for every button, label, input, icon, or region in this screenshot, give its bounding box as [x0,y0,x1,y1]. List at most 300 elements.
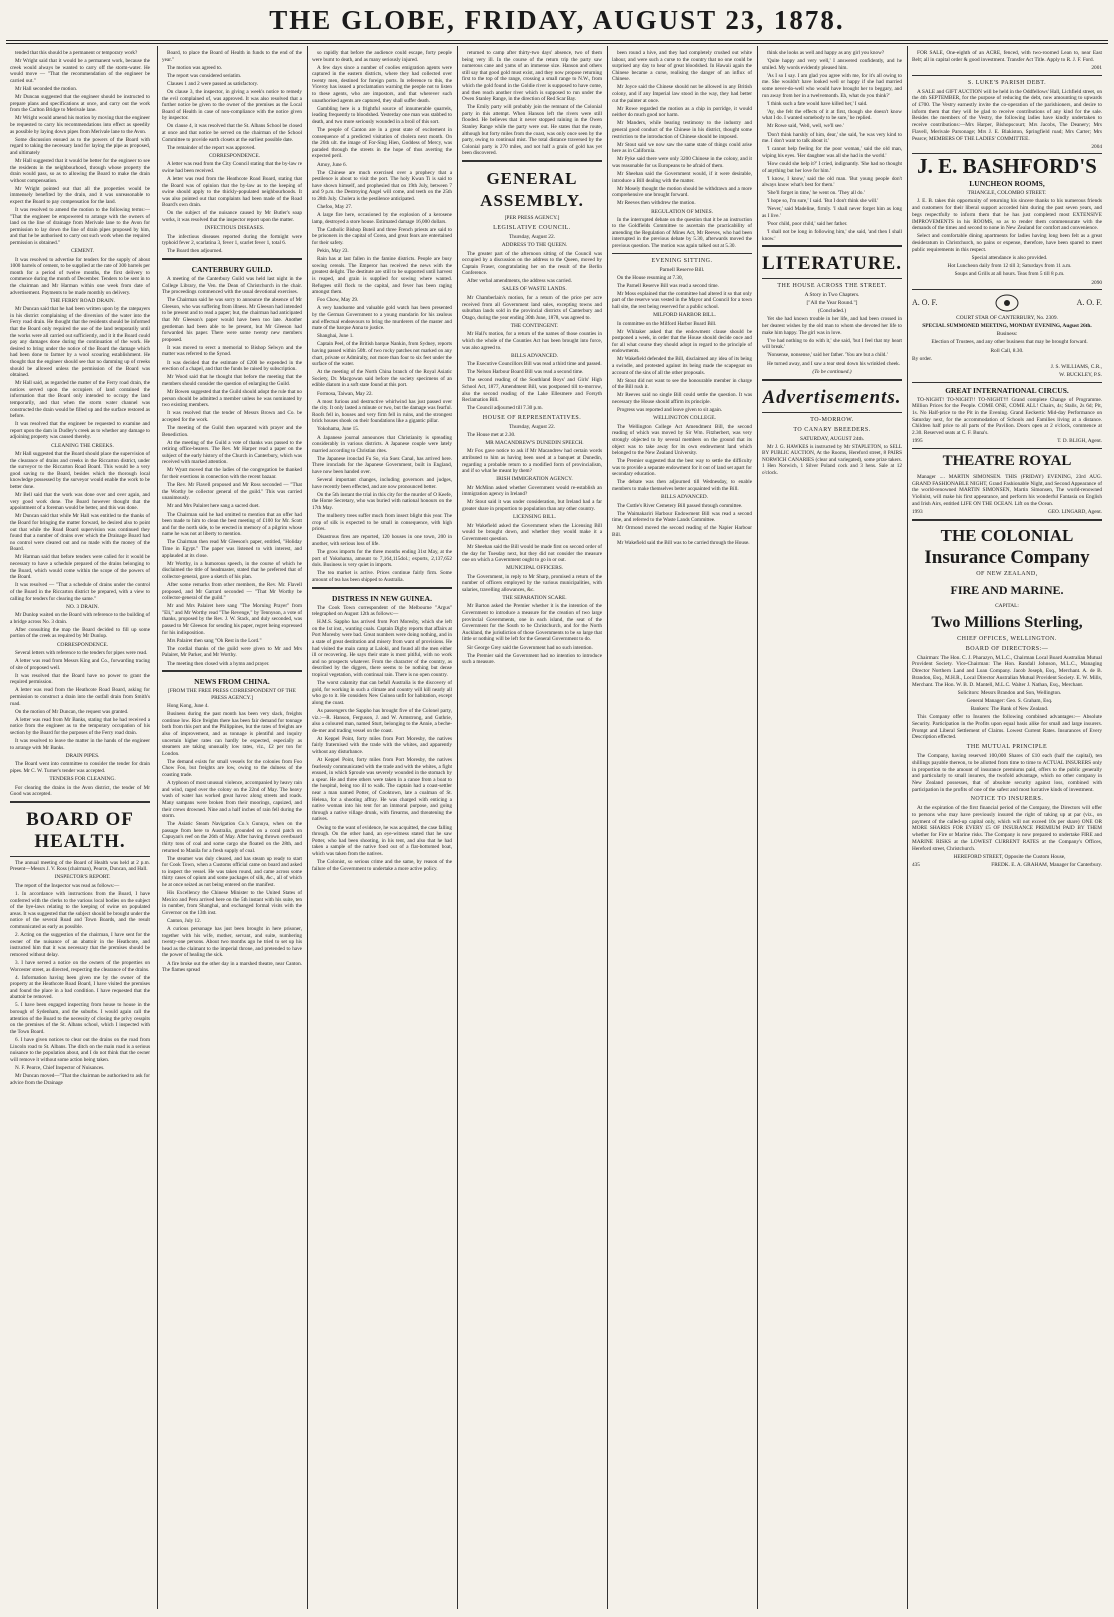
house-date: Thursday, August 22. [508,423,556,430]
article-paragraph: 'Quite happy and very well,' I answered confidently, and he smiled. My words evidently pleased him. [762,58,902,71]
article-paragraph: MILFORD HARBOR BILL. [653,312,716,318]
ad-colonial-text: This Company offer to Insurers the following combined advantages:— Absolute Security. Participation in the Profits upon equal basis alike for small and large insurers. Prompt and Liberal Settlement of Claims. Lowest Current Rates. Insurances of Every Description effected. [912,714,1102,741]
section-divider [162,258,302,262]
section-divider [612,253,752,254]
ad-theatre: Manager .... MARTIN SIMONSEN. THIS (FRIDAY) EVENING, 23rd AUG. GRAND FASHIONABLE NIGHT, Grand Fashionable Night, and Second Appearance of the world-renowned MARTIN SIMONSEN, Martin Simonsen, The world-renowned Violinist, will make his first appearance, and perform his wonderful Fantasia on English and Irish Airs, entitled LIFE ON THE OCEAN. Lift on the Ocean. [912,474,1102,507]
article-paragraph: Mr Wright said that it would be a permanent work, because the creek would always be wanted to carry off the storm-water. He would move — "That the recommendation of the engineer be carried out." [10,58,150,84]
ad-notice: At the expiration of the first financial period of the Company, the Directors will offer to persons who may have previously insured the right of taking up at par (viz., on payment of the called-up capital only, which will not exceed 10s per share) ONE OR MORE SHARES FOR EVERY £5 OF INSURANCE PREMIUM PAID BY THEM whether for Fire or Marine risks. The Company is now prepared to undertake FIRE and MARINE RISKS at the LOWEST CURRENT RATES at the Company's Offices, Hereford street, Christchurch. [912,805,1102,852]
article-paragraph: BILLS ADVANCED. [511,352,558,359]
article-paragraph: Mr Rowe regarded the motion as a chip in porridge, it would neither do much good nor harm. [612,105,752,119]
article-paragraph: Sir George Grey said the Government had no such intention. [467,644,593,651]
ad-court: COURT STAR OF CANTERBURY, No. 2309. [956,315,1058,322]
article-paragraph: Mr Worthy, in a humorous speech, in the course of which he disclaimed the title of headmaster, stated that he preferred that of collector-general, gave a sketch of his plan. [162,560,302,580]
ad-saturday: SATURDAY, AUGUST 24th. [799,435,864,442]
article-paragraph: Mr Wyatt moved that the ladies of the congregation be thanked for their exertions in connection with the recent bazaar. [162,467,302,481]
article-paragraph: INSPECTOR'S REPORT. [54,874,111,881]
masthead: THE GLOBE, FRIDAY, AUGUST 23, 1878. [269,5,845,35]
ad-tomorrow: TO-MORROW. [810,416,854,423]
article-paragraph: The Board then adjourned. [167,248,223,255]
ad-roll-call: Roll Call, 8.30. [990,347,1024,354]
article-paragraph: THE FERRY ROAD DRAIN. [49,297,116,304]
ad-bligh: T. D. BLIGH, Agent. [1057,438,1102,445]
story-title: THE HOUSE ACROSS THE STREET. [777,283,887,290]
article-paragraph: He turned away, and I saw a tear steal down his wrinkled cheek. [767,360,901,367]
article-paragraph: The greater part of the afternoon sitting of the Council was occupied by a discussion on the address to the Queen, moved by Captain Fraser, congratulating her on the result of the Berlin Conference. [462,250,602,277]
literature-heading: LITERATURE. [762,253,902,275]
article-paragraph: Mr Reeves then withdrew the motion. [617,200,696,207]
article-paragraph: After verbal amendments, the address was carried. [467,278,572,285]
article-paragraph: The cordial thanks of the guild were given to Mr and Mrs Palairet, Mr Parker, and Mr Worthy. [162,645,302,659]
column-5 [612,50,752,1605]
article-paragraph: On the 5th instant the trial in this city for the murder of O Keefe, the Home Secretary, who was buried with national honours on the 17th May. [312,491,452,511]
col5-body [612,50,752,207]
article-paragraph: At Keppel Point, forty miles from Port Moresby, the natives fairly fraternised with the trade with the whites, and apparently without any disturbance. [312,735,452,755]
section-divider [162,670,302,674]
article-paragraph: It was resolved that the engineer be requested to examine and report upon the dam in Dudley's creek as to whether any damage to adjoining property was caused thereby. [10,421,150,441]
ad-colonial-footer [912,862,1102,869]
story-source: ["All the Year Round."] [806,300,858,307]
ad-election: Election of Trustees, and any other business that may be brought forward. [931,339,1088,346]
column-divider [757,46,758,1609]
article-paragraph: 'Ay, she felt the effects of it at first, though she doesn't know what I do. I wanted somebody to be sure,' he replied. [762,108,902,122]
article-paragraph: The Chinese are much exercised over a prophecy that a pestilence is about to visit the port. The holy Kwan Ti is said to have shown himself, and prophesied that on 19th July, between 7 and 9 p.m. the Destroying Angel will come, and teeth on the 25th to 28th July. Cholera is the pestilence anticipated. [312,169,452,202]
article-paragraph: 'Don't think harshly of him, dear,' she said, 'he was very kind to me. I don't want to talk about it.' [762,131,902,145]
article-paragraph: On clause 3, the inspector, in giving a week's notice to remedy the evil complained of, was approved. It was also resolved that a further notice be given to the owner of the premises as the Local Board of Health in case of non-compliance with the notice given by inspector. [162,88,302,122]
article-paragraph: Mr Sheehan said the Government would, if it were desirable, introduce a Bill dealing with the matter. [612,171,752,184]
article-paragraph: The Parnell Reserve Bill was read a second time. [617,282,719,289]
article-paragraph: After consulting the map the Board decided to fill up some portion of the creek as required by Mr Dunlop. [10,626,150,640]
ad-circus-head: GREAT INTERNATIONAL CIRCUS. [945,385,1069,395]
legislative-council-body [462,242,602,412]
article-paragraph: Mr Duncan suggested that the engineer should be instructed to prepare plans and specifications at once, and carry out the work from the Carlton Bridge to Merivale lane. [10,94,150,114]
press-agency-note: [PER PRESS AGENCY.] [504,215,560,221]
ad-parish-debt: A SALE and GIFT AUCTION will be held in the Oddfellows' Hall, Lichfield street, on the 4th SEPTEMBER, for the purpose of reducing the debt, now amounting to upwards of £700. The Vestry earnestly invite the co-operation of the parishioners, and desire to inform them that they will be glad to receive contributions of any kind for the sale. Besides the members of the Vestry, the following ladies have kindly undertaken to receive contributions:—Mrs Harper, Bishopscourt; Mrs Jacobs, The Deanery; Mrs Flavell, Merivale Parsonage; Mrs J. E. Blakiston, Springfield road; Mrs Carter; Mrs Pearce; MEMBERS OF THE LADIES' COMMITTEE. [912,88,1102,142]
article-paragraph: Mr Wakefield asked the Government when the Licensing Bill would be brought down, and whether they would make it a Government question. [462,522,602,542]
article-paragraph: On the motion of Mr Duncan, the request was granted. [15,708,129,715]
article-paragraph: Business during the past month has been very slack, freights continue low. Rice freights there has been fair demand for tonnage both from this port and the Philippines, but the rates of freights are also of improvement, and as tonnage is plentiful and inquiry uncertain higher rates can hardly be expected, especially as steamers are taking unusually low rates, viz., £2 per ton for London. [162,711,302,757]
ad-colonial-amount: Two Millions Sterling, [931,613,1083,631]
article-paragraph: Mr Hall suggested that it would be better for the engineer to see the residents in the neighbourhood, through whose property the drain would pass, so as to allowing the Board to make the drain without compensation. [10,157,150,184]
article-paragraph: Mr Stout did not want to see the honourable member in charge of the Bill rush it. [612,377,752,391]
article-paragraph: It was resolved to amend the motion to the following terms:— "That the engineer be empowered to arrange with the owners of land on the line of drainage from Merivale lane to the Avon for permission to lay down the line of drain pipes proposed by him, and that he be authorised to carry out such work when the required permission is obtained." [10,207,150,247]
article-paragraph: 1. In accordance with instructions from the Board, I have conferred with the clerks to the various local bodies on the subject of the bye-laws relating to the keeping of swine on populated areas. It was suggested that the subject should be brought under the notice of the several Road and Town Boards, and the result communicated as early as possible. [10,890,150,930]
house-body [462,432,602,666]
ad-number: 2004 [1091,143,1102,150]
article-paragraph: Mr Bell said that the work was done over and over again, and very good work done. The Board however thought that the appointment of a foreman would be better, and this was done. [10,492,150,512]
ad-number: 435 [912,862,920,868]
section-divider [762,245,902,249]
article-paragraph: The remainder of the report was approved. [167,144,256,151]
article-paragraph: A very handsome and valuable gold watch has been presented by the German Government to a young mandarin for his zealous and effectual endeavours to bring the murderers of the master and mate of the barque Anna to justice. [312,305,452,332]
ad-colonial-sub: OF NEW ZEALAND, [976,570,1038,577]
news-from-china-source: [FROM THE FREE PRESS CORRESPONDENT OF THE PRESS AGENCY.] [168,688,296,702]
article-paragraph: 'I think such a fate would have killed her,' I said. [767,100,868,107]
section-divider [912,382,1102,383]
article-paragraph: After some remarks from other members, the Rev. Mr. Flavell proposed, and Mr Garrard seconded — "That Mr Worthy be collector-general of the guild." [162,581,302,602]
article-paragraph: The worst calamity that can befall Australia is the discovery of gold, for working in such a climate and country will kill nearly all who go to it. He considers New Guinea unfit for habitation, except along the coast. [312,680,452,706]
column-7 [912,50,1102,1605]
article-paragraph: A typhoon of most unusual violence, accompanied by heavy rain and wind, raged over the colony on the 22nd of May. The heavy wash of water has worked great havoc along streets and roads. Many sampans were broken from their moorings, capsized, and their crews drowned. Nine and a half inches of rain fell during the storm. [162,780,302,820]
article-paragraph: 'Nonsense, nonsense,' said her father. 'You are but a child.' [767,352,888,359]
evening-sitting-body [612,275,752,547]
column-3 [312,50,452,1605]
article-paragraph: Mr McMinn asked whether Government would re-establish an immigration agency in Ireland? [462,484,602,498]
ad-colonial-office: CHIEF OFFICES, WELLINGTON. [957,635,1057,642]
ad-notice-title: NOTICE TO INSURERS. [970,796,1044,803]
council-date: Thursday, August 22. [508,234,556,240]
article-paragraph: A most furious and destructive whirlwind has just passed over the city. It only lasted a minute or two, but the damage was fearful. Roofs fell in, houses and very firm fell in ruins, and the strongest brick houses shook on their foundations like a gigantic pillar. [312,398,452,425]
article-paragraph: 'Never,' said Madeline, firmly. 'I shall never forget him as long as I live.' [762,206,902,220]
column-divider [457,46,458,1609]
news-from-china-body [162,703,302,974]
article-paragraph: The annual meeting of the Board of Health was held at 2 p.m. Present—Messrs J. V. Ross (chairman), Pearce, Duncan, and Hall. [10,859,150,873]
article-paragraph: A letter was read from Messrs King and Co., forwarding tracing of site of proposed well. [10,658,150,671]
ad-canary-breeders: TO CANARY BREEDERS. [793,426,871,433]
ad-bashford-body: J. E. B. takes this opportunity of returning his sincere thanks to his numerous friends and customers for their liberal support accorded him during the past seven years, and begs respectfully to inform them that he has just completed most EXTENSIVE IMPROVEMENTS in his ROOMS, so as to render them commensurate with the demands of the times and second to none in New Zealand for comfort and convenience. [912,198,1102,232]
canterbury-guild-heading: CANTERBURY GUILD. [191,264,273,274]
article-paragraph: 'I've had nothing to do with it,' she said, 'but I feel that my heart will break.' [762,337,902,351]
article-paragraph: The debate was then adjourned till Wednesday, to enable members to make themselves better acquainted with the Bill. [612,479,752,493]
article-paragraph: Mr Rowe said, 'Well, well, we'll see.' [767,123,844,130]
article-paragraph: The Cook Town correspondent of the Melbourne "Argus" telegraphed on August 12th as follows:— [312,604,452,618]
article-paragraph: Mr Wood said that he thought that before the meeting that the members should consider the question of enlarging the Guild. [162,374,302,387]
article-paragraph: Pekin, May 23. [317,248,349,255]
article-paragraph: Yet she had known trouble in her life, and had been crossed in her dearest wishes by the old man to whom she devoted her life to make him happy. The girl was in love. [762,316,902,336]
house-heading: HOUSE OF REPRESENTATIVES. [482,414,582,421]
article-paragraph: A curious personage has just been brought in here prisoner, together with his wife, mother, servant, and suite, numbering twenty-one persons. About two months ago he tried to set up his head as the claimant to the imperial throne, and pretended to have the power of healing the sick. [162,926,302,959]
canterbury-guild-body [162,276,302,667]
article-paragraph: returned to camp after thirty-two days' absence, two of them being very ill. In the course of the return trip the party saw numerous cane and yams of an immense size. Hanson and others still say that good gold must exist, and they now propose returning first to the top of the range, crossing a small range to N.W., from which the gold found in the Goldie river is supposed to have come, and then reach another river which is supposed to run under the Owen Stanley Range, in the direction of Red Scar Bay. [462,50,602,103]
article-paragraph: Mr Dunlop waited on the Board with reference to the building of a bridge across No. 3 drain. [10,612,150,625]
article-paragraph: 'I hope so, I'm sure,' I said. 'But I don't think she will.' [767,198,879,205]
article-paragraph: Mr Sheehan said the Bill would be made first on second order of the day for Tuesday next, but they did not consider the measure one on which a Government ought to go in or out. [462,543,602,564]
article-paragraph: 'I know, I know,' said the old man. 'But young people don't always know what's best for them.' [762,175,902,189]
article-paragraph: A few days since a number of coolies emigration agents were captured in the eastern districts, where they had collected over twenty men, destined for foreign ports. In reference to this, the Viceroy has issued a proclamation warning the people not to listen to these agents, who are impostors, and that wherever such unauthorised agents are captured, they shall suffer death. [312,64,452,104]
article-paragraph: It was decided that the estimate of £200 be expended in the erection of a chapel, and that the funds be raised by subscription. [162,359,302,373]
ad-bashford-body: Select and comfortable dining apartments for ladies having long been felt as a great desideratum in Christchurch, no pains or expense, therefore, have been spared to meet public requirements in this respect. [912,233,1102,253]
article-paragraph: Chefoo, May 27. [317,204,353,211]
article-paragraph: A letter was read from the City Council stating that the by-law re swine had been received. [162,161,302,174]
article-paragraph: The Premier suggested that the best way to settle the difficulty was to provide a separate endowment for it out of land set apart for secondary education. [612,458,752,478]
article-paragraph: Mr Moss explained that the committee had altered it so that only part of the reserve was vested in the Mayor and Council for a town hall site, the rest being reserved for a public school. [612,290,752,310]
story-part: (Concluded.) [817,308,847,315]
article-paragraph: The Japanese ironclad Fu So, via Suez Canal, has arrived here. Three ironclads for the Japanese Government, built in England, have now been handed over. [312,455,452,476]
article-paragraph: The Government, in reply to Mr Sharp, promised a return of the number of officers employed by the various municipalities, with salaries, travelling allowances, &c. [462,573,602,593]
article-paragraph: The demand exists for small vessels for the colonies from Foo Chow Foo, but freights are low, owing to the dulness of the coasting trade. [162,758,302,779]
article-paragraph: The Rev. Mr Flavell proposed and Mr Ross seconded — "That the Worthy be collector general of the guild." This was carried unanimously. [162,482,302,502]
article-paragraph: NO. 3 DRAIN. [66,603,99,610]
article-paragraph: A letter was read from Mr Banks, stating that he had received a notice from the engineer as to the temporary occupation of his section by the Board for the purposes of the Ferry road drain. [10,716,150,737]
article-paragraph: Mr Chamberlain's motion, for a return of the price per acre received from all Government land sales, excepting towns and suburban lands sold in the provincial districts of Canterbury and Otago, during the year ending 30th June, 1878, was agreed to. [462,294,602,321]
article-paragraph: 6. I have given notices to clear out the drains on the road from Lincoln road to St. Albans. The ditch on the main road is a serious nuisance to the population about, and I do not think that the owner will remove it without some action being taken. [10,1036,150,1063]
article-paragraph: H.M.S. Sappho has arrived from Port Moresby, which she left on the 1st inst., wanting coals. Captain Digby reports that affairs at Port Moresby were bad. Great numbers were doing nothing, and in a state of great destitution and misery from want of provisions. He had visited the main camp at Laloki, and found all the men either ill or recovering. He says their state is most pitiful, with no work and no prospects whatever. From the character of the country, as described by the diggers, there seems to be nothing but dense tropical vegetation, with continual rain. There is no open country. [312,619,452,678]
article-paragraph: Mr and Mrs Palairet here sang a sacred duet. [167,503,260,510]
article-paragraph: Mr Hall's motion, for a return of the names of those counties in which the whole of the Counties Act has been brought into force, was also agreed to. [462,331,602,351]
ad-aof-label: A. O. F. [1076,298,1102,308]
article-paragraph: The Nelson Harbour Board Bill was read a second time. [467,369,584,376]
section-divider [10,856,150,857]
article-paragraph: Mr Bowen suggested that the Guild should adopt the rule that no person should be admitted a member unless he was nominated by two existing members. [162,388,302,409]
ad-colonial-head: THE COLONIAL [940,525,1074,545]
article-paragraph: think she looks as well and happy as any girl you know? [767,50,885,56]
ad-williams: J. S. WILLIAMS, C.R., [1050,363,1102,370]
ad-aof-header [912,293,1102,313]
article-paragraph: Canton, July 12. [167,918,202,924]
ad-colonial-bankers: Bankers: The Bank of New Zealand. [970,706,1049,713]
article-paragraph: Captain Peel, of the British barque Nankin, from Sydney, reports having passed within 50ft. of two rocky patches not marked on any chart, private or Admiralty, not more than four to six feet under the surface of the water. [312,341,452,368]
ad-by-order: By order. [912,355,933,362]
article-paragraph: The steamer was duly cleared, and has steam up ready to start for Cook Town, when a Customs official came on board and asked to inspect the vessel. He was taken round, and came across some thirty cases of opium and some packages of silk, &c., all of which he at once seized as not being entered on the manifest. [162,855,302,889]
ad-number: 1993 [912,509,923,516]
ad-bashford-body: Hot Luncheon daily from 12 till 3; Saturdays from 11 a.m. [947,263,1072,270]
article-paragraph: Mr Harman said that before tenders were called for it would be necessary to have a schedule prepared of the drains belonging to the Board, which would come within the scope of the powers of the Board. [10,554,150,581]
article-paragraph: The Chairman said he had omitted to mention that an offer had been made to him to clean the best meeting of £100 for Mr. Scott and for the north side, to be erected in memory of a pilgrim whose name he was not at liberty to mention. [162,511,302,538]
article-paragraph: The meeting of the Guild then separated with prayer and the Benediction. [162,424,302,438]
ad-aof-label: A. O. F. [912,298,938,308]
article-paragraph: The report of the Inspector was read as follows:— [15,882,120,889]
section-divider [912,448,1102,449]
ad-colonial-head2: Insurance Company [924,546,1090,568]
ad-offices: HEREFORD STREET, Opposite the Custom House, [953,853,1066,860]
ad-colonial-solicitors: Solicitors: Messrs Brandon and Son, Wellington. [957,689,1062,696]
article-paragraph: A fire broke out the other day in a marshed theatre, near Canton. The flames spread [162,960,302,974]
article-paragraph: It was resolved that the tender of Messrs Brown and Co. be accepted for the work. [162,410,302,423]
masthead-rule [6,40,1108,41]
column-6 [762,50,902,1605]
article-paragraph: 3. I have served a notice on the owners of the properties on Worcester street, as directed, respecting the clearance of the drains. [10,959,150,973]
article-paragraph: The Catholic Bishop Buteil and three French priests are said to be prisoners in the capital of Corea, and great fears are entertained for their safety. [312,226,452,247]
crest-icon [994,293,1020,313]
article-paragraph: It was resolved to advertise for tenders for the supply of about 1000 barrels of cement, to be supplied at the rate of 300 barrels per month for a period of twelve months, the first delivery to commence during the month of December. Tenders to be sent in to the chairman and Mr Harman within one week from date of advertisement. Payments to be made monthly on delivery. [10,256,150,296]
new-guinea-body [312,605,452,873]
column-2 [162,50,302,1605]
article-paragraph: Shanghai, June 1. [317,333,354,340]
article-paragraph: CLEANING THE CREEKS. [51,442,114,449]
board-of-health-body [10,860,150,1086]
section-divider [912,75,1102,76]
to-be-continued: (To be continued.) [812,368,852,375]
article-paragraph: The Premier said the Government had no intention to introduce such a measure. [462,652,602,666]
ad-graham: FREDK. E. A. GRAHAM, Manager for Canterbury. [991,862,1102,868]
col3-body [312,50,452,584]
article-paragraph: CORRESPONDENCE. [208,152,261,159]
article-paragraph: Some discussion ensued as to the powers of the Board with regard to taking the necessary land for laying the pipe as proposed, and ultimately [10,136,150,156]
section-divider [912,519,1102,523]
article-paragraph: Mr Fox gave notice to ask if Mr Macandrew had certain words attributed to him as having been used at a banquet at Dunedin, regarding a probable return to a modified form of provincialism, and if so what he meant by them? [462,448,602,475]
article-paragraph: SALES OF WASTE LANDS. [502,286,567,293]
article-paragraph: Mr Duncan said that he had been written upon by the ratepayers in his district complaining of the diversion of the water into the Ferry road drain. He thought that the residents should be informed that the Board only required the use of the land temporarily until the works were all carried out sufficiently, and it it the Board could pay any damages done during the continuation of the work. He desired to bring under the notice of the Board the damage which had been done to farmer by a wool scouring establishment. He thought that the engineer should see that no damming up of creeks should be allowed unless the permission of the Board was obtained. [10,306,150,379]
article-paragraph: The infectious diseases reported during the fortnight were typhoid fever 2, scarlatina 3, fever 1, scarlet fever 1, total 6. [162,233,302,247]
article-paragraph: THE SEPARATION SCARE. [502,594,567,601]
article-paragraph: Mr Pyke said there were only 3200 Chinese in the colony, and it was reasonable for us Europeans to be afraid of them. [612,156,752,169]
article-paragraph: It was resolved to leave the matter in the hands of the engineer to arrange with Mr Banks. [10,738,150,751]
article-paragraph: Mr Stout said it was under consideration, but Ireland had a far greater share in proportion to population than any other country. [462,499,602,513]
story-body [762,316,902,367]
article-paragraph: CEMENT. [70,248,95,255]
ad-theatre-footer [912,509,1102,516]
article-paragraph: Mr Wakefield defended the Bill, disclaimed any idea of its being a swindle, and protested against its being made the scapegoat on account of the sins of all the other proposals. [612,356,752,376]
ad-mutual-title: THE MUTUAL PRINCIPLE [966,744,1048,751]
column-4 [462,50,602,1605]
ad-number: 1995 [912,438,923,445]
article-paragraph: The Colonist, so serious crime and the same, by reason of the failure of the Government to undertake a more active policy. [312,859,452,872]
article-paragraph: Mr Joyce said the Chinese should not be allowed in any British colony, and if any Imperial law stood in the way, they had better cut the painter at once. [612,84,752,104]
ad-theatre-head: THEATRE ROYAL [942,453,1072,469]
article-paragraph: The report was considered seriatim. [167,72,242,79]
article-paragraph: On the subject of the nuisance caused by Mr Butler's soap works, it was resolved that the inspector report upon the matter. [162,210,302,224]
article-paragraph: The motion was agreed to. [167,64,223,71]
article-paragraph: Mr Stout said we now saw the same state of things could arise here as in California. [612,141,752,155]
ad-mutual: The Company, having reserved 100,000 Shares of £10 each (half the capital), ten shillings payable thereon, to be allotted from time to time to ACTUAL INSURERS only in proportion to the amount of insurance premiums paid, offers to the public generally and particularly to small insurers, the twofold advantage, which no other company in New Zealand possesses, that of absolute security against loss, combined with participation in the profits of one of the safest and most lucrative kinds of investment. [912,753,1102,793]
article-paragraph: The Asiatic Steam Navigation Co.'s Gunuya, when on the passage from here to Australia, grounded on a coral patch on Capuyan's reef on the 26th of May. After having thrown overboard thirty tons of coal and some cargo she floated on the 28th, and returned to Manila for a fresh supply of coal. [162,821,302,854]
article-paragraph: The Wellington College Act Amendment Bill, the second reading of which was moved by Sir Wm. Fitzherbert, was very strongly objected to by several members on the ground that its object was to take away for its own endowment land which belonged to the New Zealand University. [612,423,752,457]
article-paragraph: Mr Wright pointed out that all the properties would be immensely benefited by the drain, and it was unreasonable to expect the Board to pay compensation for the land. [10,185,150,205]
article-paragraph: A letter was read from the Heathcote Road Board, stating that the Board was of opinion that the by-law as to the keeping of swine should apply to the thickly-populated neighbourhoods. It was also pointed out that complaints had been made of the Road Board's own drain. [162,176,302,209]
article-paragraph: Mr and Mrs Palairet here sang "The Morning Prayer" from "Eli," and Mr Worthy read "The Revenge," by Tennyson, a vote of thanks, proposed by the Rev. J. W. Stack, and duly seconded, was passed to Mr Gleeson for sending his paper, regret being expressed for his indisposition. [162,603,302,636]
article-paragraph: DRAIN PIPES. [65,752,100,759]
article-paragraph: tended that this should be a permanent or temporary work? [15,50,138,56]
article-paragraph: It was moved to erect a memorial to Bishop Selwyn and the matter was referred to the Synod. [162,344,302,358]
article-paragraph: On the House resuming at 7.30, [617,274,683,281]
column-divider [307,46,308,1609]
article-paragraph: The Chairman said he was sorry to announce the absence of Mr Gleeson, who was suffering from illness. Mr Gleeson had intended to be present and to read a paper; but, the chairman had anticipated that Mr Gleeson's paper would have been too late. Another gentleman had been able to be present, but Mr Gleeson had forwarded his paper. There were some twenty new members proposed. [162,297,302,343]
col2-body [162,50,302,255]
article-paragraph: been round a hive, and they had completely crushed out white labour, and were such a curse to the country that no one could be surprised any day to hear of great bloodshed. In Hawaii again the Chinese became a curse, realising the danger of an influx of Chinese. [612,50,752,83]
article-paragraph: The gross imports for the three months ending 31st May, at the port of Yokohama, amount to 7,164,115dol.; exports, 2,137,652 dols. Business is very quiet in imports. [312,549,452,569]
legislative-council-heading: LEGISLATIVE COUNCIL. [493,225,571,231]
article-paragraph: Yokohama, June 15. [317,426,360,433]
col6-story-body [762,50,902,242]
ad-canary-text: Mr J. G. HAWKES is instructed by Mr STAPLETON, to SELL BY PUBLIC AUCTION, At the Rooms, Hereford street, 8 PAIRS NORWICH CANARIES (clear and variegated), some prize takers. 1 Hen Norwich, 1 Silver Poland cock and 3 hens. Sale at 12 o'clock. [762,443,902,476]
article-paragraph: The Cuttle's River Cemetery Bill passed through committee. [617,502,743,509]
article-paragraph: It was resolved that the Board have no power to grant the required permission. [10,672,150,686]
article-paragraph: 'How could she help it?' I cried, indignantly. 'She had no thought of anything but her love for him.' [762,160,902,174]
article-paragraph: BILLS ADVANCED. [661,494,708,501]
article-paragraph: On clause 4, it was resolved that the St. Albans School be closed at once and that notice be served on the chairman of the School Committee to provide earth closets at the earliest possible date. [162,123,302,143]
masthead-rule-2 [6,43,1108,44]
article-paragraph: The Waimakariri Harbour Endowment Bill was read a second time, and referred to the Waste Lands Committee. [612,510,752,524]
article-paragraph: Mr Hall suggested that the Board should place the supervision of the clearance of drains and creeks in the Riccarton district, under the surveyor to the Riccarton Road Board. This would be a very good saving to the Board, besides which the thorough local knowledge possessed by the surveyor would enable the work to be better done. [10,451,150,491]
article-paragraph: The meeting then closed with a hymn and prayer. [167,660,270,667]
ad-colonial-sub2: FIRE AND MARINE. [950,582,1064,597]
article-paragraph: The second reading of the Southland Boys' and Girls' High School Act, 1877, Amendment Bill, was postponed till to-morrow, also the second reading of the Lake Ellesmere and Forsyth Reclamation Bill. [462,377,602,404]
ad-number: 2001 [1091,64,1102,71]
ad-parish-debt-title: S. LUKE'S PARISH DEBT. [967,79,1047,86]
section-divider [762,412,902,413]
article-paragraph: The House met at 2.30. [467,431,516,438]
article-paragraph: Amoy, June 6. [317,161,347,168]
article-paragraph: His Excellency the Chinese Minister to the United States of Mexico and Peru arrived here on the 5th instant with his suite, ten in number, from Shanghai, and exchanged formal visits with the Governor on the 13th inst. [162,890,302,916]
ad-colonial-manager: General Manager: Geo. S. Graham, Esq. [966,697,1053,704]
article-paragraph: INFECTIOUS DISEASES. [204,225,265,232]
article-paragraph: At the meeting of the Guild a vote of thanks was passed to the retiring office-bearers. The Rev. Mr Harper read a paper on the subject of the early history of the Church in Canterbury, which was received with marked attention. [162,439,302,466]
article-paragraph: Formosa, Taiwan, May 22. [317,390,373,397]
article-paragraph: Board, to place the Board of Health in funds to the end of the year." [162,50,302,63]
article-paragraph: 'I cannot help feeling for the poor woman,' said the old man, wiping his eyes. 'Her daughter was all she had in the world.' [762,146,902,159]
section-divider [762,379,902,383]
column-divider [157,46,158,1609]
general-assembly-heading: GENERAL ASSEMBLY. [480,169,584,210]
article-paragraph: TENDERS FOR CLEANING. [49,776,116,782]
ad-bashford-head: J. E. BASHFORD'S [917,154,1097,179]
evening-sitting-heading: EVENING SITTING. [651,257,713,264]
ad-colonial-directors: Chairman: The Hon. C. J. Pharazyn, M.L.C., Chairman Local Board Australian Mutual Provident Society. Vice-Chairman: The Hon. Randall Johnson, M.L.C., Managing Director Northern Land and Loan Company. Jacob Joseph, Esq., Merchant. A. de B. Brandon, Esq., M.H.R., Local Director Australian Mutual Provident Society. E. W. Mills, Merchant. The Hon. W. B. D. Mantell, M.L.C. Walter J. Nathan, Esq., Merchant. [912,654,1102,688]
article-paragraph: The Executive Councillors Bill was read a third time and passed. [467,361,602,368]
article-paragraph: The Council adjourned till 7.30 p.m. [467,405,543,412]
article-paragraph: Mrs Palairet then sang "Oh Rest in the Lord." [167,637,262,644]
article-paragraph: In committee on the Milford Harbor Board Bill. [617,320,717,327]
ad-circus: TO-NIGHT! TO-NIGHT!! TO-NIGHT!!! Grand complete Change of Programme. Million Prices for the People. COME ONE, COME ALL! Chairs, 4s; Stalls, 2s 6d; Pit, 1s. No Half-price to the Pit in the Evening. Grand Eeckertic Mid-day Performance on Saturday next, for the accommodation of Schools and Families living at a distance. Children half price to all parts of the Pavilion. Doors open at 2 o'clock, commence at 2.30. Reserved seats at C. F. Buna's. [912,396,1102,437]
article-paragraph: 5. I have been engaged inspecting from house to house in the borough of Sydenham, and the suburbs. I would again call the attention of the Board to the necessity of closing the privy cesspits on the premises of the St. Albans school, which I inspected with the Town Board. [10,1002,150,1035]
article-paragraph: For clearing the drains in the Avon district, the tender of Mr Good was accepted. [10,784,150,798]
article-paragraph: At Keppel Point, forty miles from Port Moresby, the natives fearlessly communicated with the trade and with the whites, a fight ensued, in which Sproule was severely wounded in the stomach by a spear. He and three others were taken in a canoe from a boat to the hospital, being too ill to walk. The captain had a coast-settler near a man named Potter, of Cooktown, late a coalman of St. Helena, for a shooting affray. He was charged with enticing a native woman into his tent for an immoral purpose, and going through a native village drunk, with firearms, and threatening the natives. [312,757,452,823]
ad-bashford-body: Soups and Grills at all hours. Teas from 5 till 8 p.m. [954,271,1065,278]
article-paragraph: 4. Information having been given me by the owner of the property at the Heathcote Road Board, I have visited the premises and found the place in a bad condition. I have requested that the abattoir be removed. [10,974,150,1001]
advertisements-heading: Advertisements. [762,386,902,408]
article-paragraph: Rain has at last fallen in the famine districts. People are busy sowing cereals. The Emperor has received the news with the greatest delight. The destitute are still to be supported until harvest is reaped, and grain is supplied for sowing where wanted. Refugees still flock to the capital, and fever has been raging amongst them. [312,256,452,296]
article-paragraph: It was resolved — "That a schedule of drains under the control of the Board in the Riccarton district be prepared, with a view to calling for tenders for clearing the same." [10,582,150,602]
section-divider [462,160,602,164]
article-paragraph: so rapidly that before the audience could escape, forty people were burnt to death, and as many seriously injured. [312,50,452,63]
article-paragraph: WELLINGTON COLLEGE. [653,415,716,422]
col4-body [462,50,602,157]
article-paragraph: A letter was read from the Heathcote Road Board, asking for permission to construct a drain into the outfall drain from Smith's road. [10,687,150,707]
section-divider [312,587,452,591]
article-paragraph: Mr Wright would amend his motion by moving that the engineer be requested to carry his recommendations into effect as speedily as possible by laying down pipes from Merivale lane to the Avon. [10,115,150,135]
ad-special-meeting: SPECIAL SUMMONED MEETING, MONDAY EVENING, August 26th. [922,323,1092,330]
article-paragraph: Mr Duncan moved—"That the chairman be authorised to ask for advice from the Drainage [10,1072,150,1086]
article-paragraph: Progress was reported and leave given to sit again. [617,407,723,414]
column-1 [10,50,150,1605]
article-paragraph: THE CONTINGENT. [510,322,559,329]
article-paragraph: The people of Canton are in a great state of excitement in consequence of a predicted visitation of cholera next month. On the 26th ult. the image of For-Sing Hien, Goddess of Mercy, was paraded through the streets in the hope of thus averting the expected peril. [312,127,452,160]
article-paragraph: Mr Reeves said no single Bill could settle the question. It was necessary the House should affirm its principle. [612,392,752,406]
board-of-health-heading: BOARD OF HEALTH. [26,808,134,852]
article-paragraph: The Chairman then read Mr Gleeson's paper, entitled, "Holiday Time in Egypt." The paper was listened to with interest, and applauded at its close. [162,539,302,559]
article-paragraph: 'Poor child, poor child,' said her father. [767,221,848,228]
article-paragraph: As passengers the Sappho has brought five of the Colonel party, viz.:—R. Hanson, Ferguson, J. and W. Armstrong, and Guthrie, also a coloured man, named Sturt, belonging to the Annie, a beche-de-mer and trading vessel on the coast. [312,707,452,734]
ad-lingard: GEO. LINGARD, Agent. [1048,509,1102,516]
article-paragraph: Mr Whitaker asked that the endowment clause should be postponed a week, in order that the House should decide once and for all what course they should adopt in regard to the principle of endowments. [612,328,752,355]
article-paragraph: Disastrous fires are reported, 120 houses in one town, 200 in another, with serious loss of life. [312,534,452,547]
article-paragraph: The Emily party will probably join the remnant of the Colonial party in this attempt. When Hanson left the rivers were still flooded. He believes that it never stopped raining in the Owen Stanley Range while the party were out. He states that the route, although but forty miles from the coast, was only once seen by the party, owing to continual mist. The total distance traversed by the Colonial party is 270 miles, and not half a grain of gold has yet been discovered. [462,104,602,157]
article-paragraph: MUNICIPAL OFFICERS. [505,565,564,572]
article-paragraph: Hong Kong, June 4. [167,703,209,710]
article-paragraph: Mr Manders, while bearing testimony to the industry and general good conduct of the Chinese in his district, thought some restriction to the introduction of Chinese should be imposed. [612,120,752,140]
article-paragraph: Clauses 1 and 2 were passed as satisfactory. [167,80,258,87]
evening-sitting-subheading: Parnell Reserve Bill. [659,266,705,273]
ad-colonial-capital-label: CAPITAL: [995,602,1019,609]
article-paragraph: A Japanese journal announces that Christianity is spreading considerably in various districts. A Japanese couple were lately married according to Christian rites. [312,434,452,454]
article-paragraph: 2. Acting on the suggestion of the chairman, I have sent for the owner of the nuisance of an abattoir in the Heathcote, and instructed him that it was necessary that the premises should be removed without delay. [10,932,150,958]
article-paragraph: A meeting of the Canterbury Guild was held last night in the College Library, the Ven. the Dean of Christchurch in the chair. The proceedings commenced with the usual devotional exercises. [162,275,302,296]
ad-circus-footer [912,438,1102,445]
article-paragraph: Several important changes, including governors and judges, have recently been effected, and are now pronounced better. [312,477,452,490]
article-paragraph: IRISH IMMIGRATION AGENCY. [496,476,573,483]
article-paragraph: The Board went into committee to consider the tender for drain pipes. Mr C. W. Turner's tender was accepted. [10,761,150,774]
ad-business: Business: [996,331,1018,338]
column-divider [907,46,908,1609]
article-paragraph: At the meeting of the North China branch of the Royal Asiatic Society, Dr. Macgowan said before the society specimens of an edible diatom in a soft state found at this port. [312,369,452,389]
ad-bashford-sub2: TRIANGLE, COLOMBO STREET. [967,190,1047,197]
article-paragraph: Mr Hall said, as regarded the matter of the Ferry road drain, the notices served upon the occupiers of land contained the information that the Board only intended to occupy the land temporarily, and that when the storm water channel was constructed the drain would be filled up and the surface restored as before. [10,380,150,420]
column-divider [607,46,608,1609]
article-paragraph: Mr Barton asked the Premier whether it is the intention of the Government to introduce a measure for the creation of two large provincial Governments, one in each island, the seat of the Government for the South to be Christchurch, and for the North Auckland, the jurisdiction of those Governments to be so large that little or nothing will be left for the General Government to do. [462,603,602,643]
article-paragraph: Mr Ormond moved the second reading of the Napier Harbour Bill. [612,525,752,539]
article-paragraph: A large fire here, occasioned by the explosion of a kerosene lamp, destroyed a store house. Estimated damage 16,000 dollars. [312,212,452,225]
regulation-heading: REGULATION OF MINES. [651,208,713,215]
article-paragraph: The mulberry trees suffer much from insect blight this year. The crop of silk is expected to be small in consequence, with high prices. [312,513,452,533]
